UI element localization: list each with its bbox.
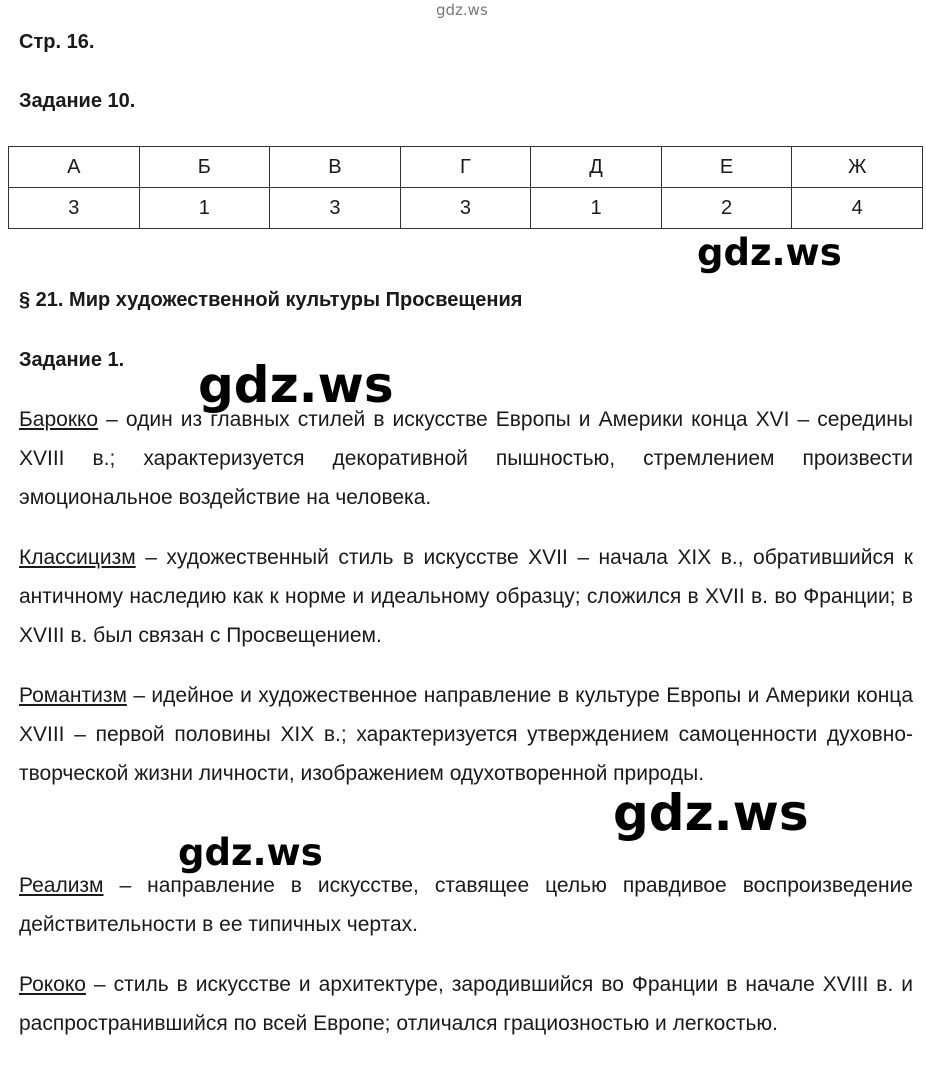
answers-value-cell: 4	[792, 188, 923, 229]
answers-value-row	[9, 188, 923, 229]
answers-value-cell: 1	[139, 188, 270, 229]
term-romanticism: Романтизм	[19, 684, 127, 707]
answers-value-cell: 3	[400, 188, 531, 229]
term-classicism: Классицизм	[19, 546, 136, 569]
task-1-title: Задание 1.	[19, 349, 125, 371]
term-baroque: Барокко	[19, 408, 99, 431]
answers-header-row	[9, 147, 923, 188]
task-10-title: Задание 10.	[19, 90, 136, 112]
answers-value-cell: 3	[270, 188, 401, 229]
watermark-1: gdz.ws	[697, 231, 842, 274]
term-realism: Реализм	[19, 874, 104, 897]
answers-header-cell: Е	[661, 147, 792, 188]
answers-header-cell: Ж	[792, 147, 923, 188]
definition-rococo	[19, 965, 913, 1043]
answers-value-cell: 3	[9, 188, 140, 229]
definition-text: – художественный стиль в искусстве XVII – начала XIX в., обратившийся к античному наследию как к норме и идеальному образцу; сложился в XVII в. во Франции; в XVIII в. был связан с Просвещением.	[19, 546, 913, 647]
definition-text: – идейное и художественное направление в культуре Европы и Америки конца XVIII – первой половины XIX в.; характеризуется утверждением самоценности духовно-творческой жизни личности, изображением одухотворенной природы.	[19, 684, 913, 785]
section-title: § 21. Мир художественной культуры Просвещения	[19, 289, 523, 311]
definition-text: – один из главных стилей в искусстве Европы и Америки конца XVI – середины XVIII в.; характеризуется декоративной пышностью, стремлением произвести эмоциональное воздействие на человека.	[19, 408, 913, 509]
answers-value-cell: 2	[661, 188, 792, 229]
definition-text: – направление в искусстве, ставящее целью правдивое воспроизведение действительности в ее типичных чертах.	[19, 874, 913, 936]
answers-header-cell: Г	[400, 147, 531, 188]
watermark-top: gdz.ws	[436, 1, 488, 19]
watermark-2: gdz.ws	[198, 356, 394, 414]
definition-romanticism	[19, 676, 913, 793]
answers-header-cell: Д	[531, 147, 662, 188]
answers-value-cell: 1	[531, 188, 662, 229]
answers-header-cell: Б	[139, 147, 270, 188]
answers-table	[8, 146, 923, 229]
definition-baroque	[19, 400, 913, 517]
definition-text: – стиль в искусстве и архитектуре, зародившийся во Франции в начале XVIII в. и распространившийся по всей Европе; отличался грациозностью и легкостью.	[19, 973, 913, 1035]
definition-classicism	[19, 538, 913, 655]
definition-realism	[19, 866, 913, 944]
page-label: Стр. 16.	[19, 31, 95, 53]
watermark-3: gdz.ws	[613, 784, 809, 842]
watermark-4: gdz.ws	[178, 831, 323, 874]
term-rococo: Рококо	[19, 973, 86, 996]
answers-header-cell: А	[9, 147, 140, 188]
answers-header-cell: В	[270, 147, 401, 188]
